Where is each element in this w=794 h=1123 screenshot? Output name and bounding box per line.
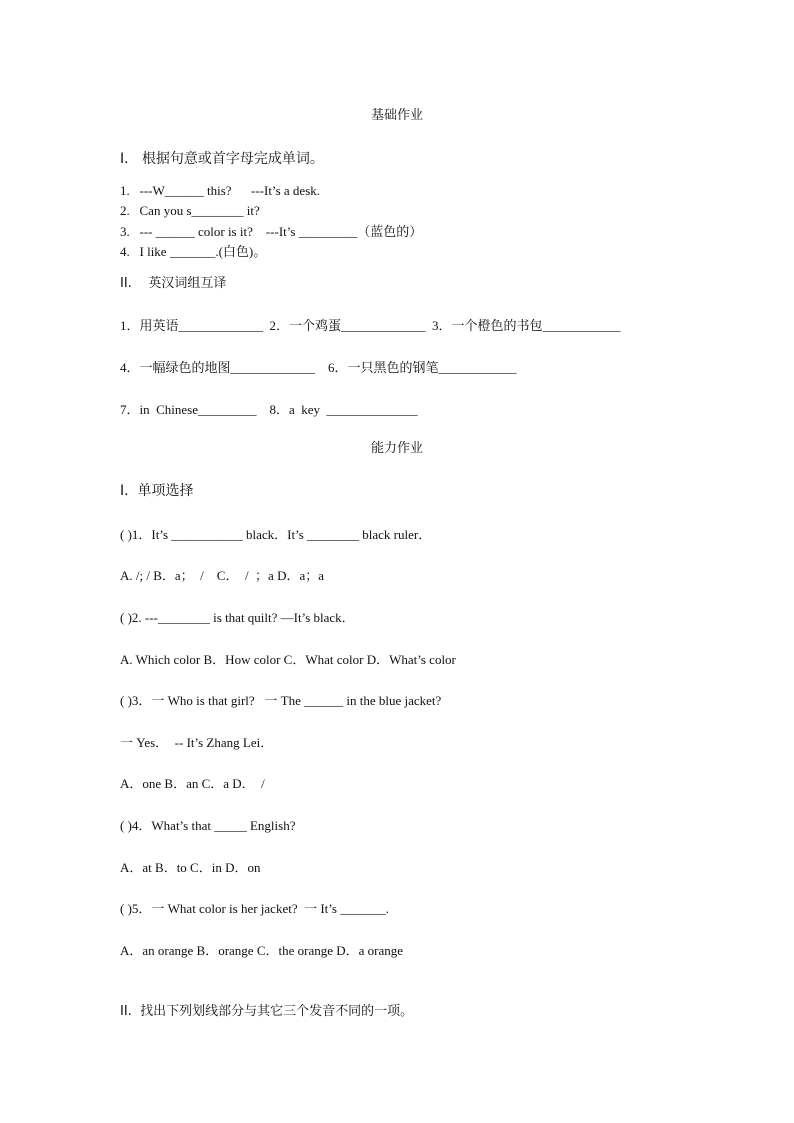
section3-line-7: A．one B．an C．a D． / [120, 776, 265, 791]
section4-heading: II. 找出下列划线部分与其它三个发音不同的一项。 [120, 1004, 414, 1019]
section3-line-6: 一 Yes． -- It’s Zhang Lei． [120, 735, 274, 750]
ability-homework-title: 能力作业 [370, 441, 423, 456]
section2-row-1: 1．用英语_____________ 2．一个鸡蛋_____________ 3．一个橙色的书包____________ [120, 318, 621, 333]
section3-line-9: A．at B．to C．in D．on [120, 860, 261, 875]
section3-line-8: ( )4．What’s that _____ English? [120, 818, 296, 833]
section3-line-3: ( )2. ---________ is that quilt? —It’s black． [120, 610, 355, 625]
section2-row-3: 7．in Chinese_________ 8．a key ______________ [120, 402, 418, 417]
section3-line-11: A．an orange B．orange C．the orange D．a orange [120, 943, 404, 958]
section3-line-4: A. Which color B．How color C．What color D．What’s color [120, 652, 456, 667]
section1-item-2: 2. Can you s________ it? [120, 203, 260, 218]
section2-heading: II. 英汉词组互译 [120, 276, 227, 291]
section3-line-10: ( )5．一 What color is her jacket? 一 It’s _______. [120, 901, 389, 916]
section1-item-1: 1. ---W______ this? ---It’s a desk. [120, 183, 321, 198]
section1-heading: I. 根据句意或首字母完成单词。 [120, 151, 324, 167]
section3-line-5: ( )3．一 Who is that girl? 一 The ______ in the blue jacket? [120, 693, 442, 708]
basic-homework-title: 基础作业 [370, 108, 423, 123]
section1-item-4: 4. I like _______.(白色)。 [120, 244, 267, 259]
section3-line-2: A. /; / B．a； / C． / ；a D．a；a [120, 568, 325, 583]
section2-row-2: 4．一幅绿色的地图_____________ 6．一只黑色的钢笔____________ [120, 360, 517, 375]
section3-heading: I. 单项选择 [120, 483, 194, 499]
section1-item-3: 3. --- ______ color is it? ---It’s _________（蓝色的） [120, 224, 423, 239]
section3-line-1: ( )1．It’s ___________ black．It’s ________ black ruler． [120, 527, 432, 542]
